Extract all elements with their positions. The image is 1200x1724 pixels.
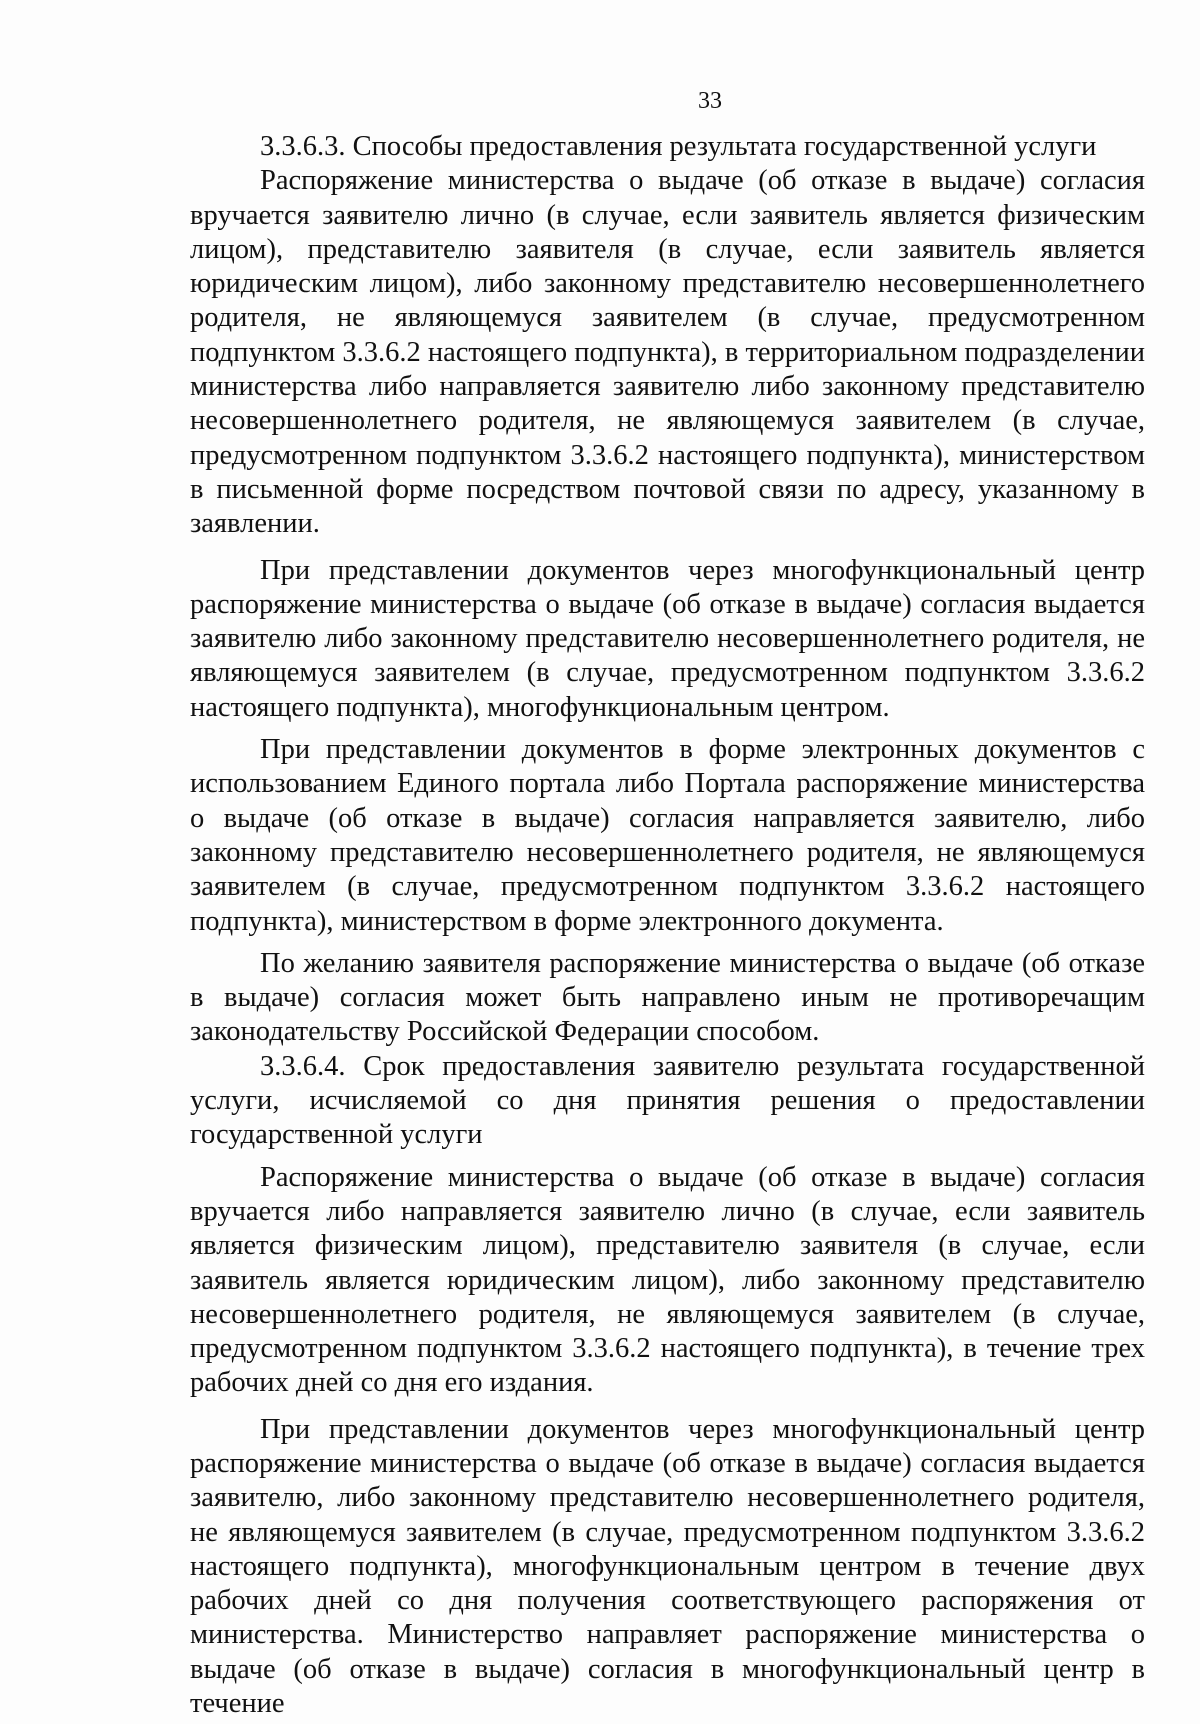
paragraph-mfc-term: При представлении документов через многофункциональный центр распоряжение министерства о выдаче (об отказе в выдаче) согласия выдается заявителю, либо законному представителю несовершеннолетнего родителя, не являющемуся заявителем (в случае, предусмотренном подпунктом 3.3.6.2 настоящего подпункта), многофункциональным центром в течение двух рабочих дней со дня получения соответствующего распоряжения от министерства. Министерство направляет распоряжение министерства о выдаче (об отказе в выдаче) согласия в многофункциональный центр в течение	[190, 1413, 1145, 1720]
paragraph-other-method: По желанию заявителя распоряжение министерства о выдаче (об отказе в выдаче) согласия может быть направлено иным не противоречащим законодательству Российской Федерации способом.	[190, 947, 1145, 1048]
page-number: 33	[698, 88, 722, 114]
paragraph-mfc-delivery: При представлении документов через многофункциональный центр распоряжение министерства о выдаче (об отказе в выдаче) согласия выдается заявителю либо законному представителю несовершеннолетнего родителя, не являющемуся заявителем (в случае, предусмотренном подпунктом 3.3.6.2 настоящего подпункта), многофункциональным центром.	[190, 554, 1145, 723]
paragraph-delivery-term: Распоряжение министерства о выдаче (об отказе в выдаче) согласия вручается либо направляется заявителю лично (в случае, если заявитель является физическим лицом), представителю заявителя (в случае, если заявитель является юридическим лицом), либо законному представителю несовершеннолетнего родителя, не являющемуся заявителем (в случае, предусмотренном подпунктом 3.3.6.2 настоящего подпункта), в течение трех рабочих дней со дня его издания.	[190, 1161, 1145, 1399]
section-heading-3-3-6-4: 3.3.6.4. Срок предоставления заявителю результата государственной услуги, исчисляемой со дня принятия решения о предоставлении государственной услуги	[190, 1050, 1145, 1151]
paragraph-electronic-delivery: При представлении документов в форме электронных документов с использованием Единого портала либо Портала распоряжение министерства о выдаче (об отказе в выдаче) согласия направляется заявителю, либо законному представителю несовершеннолетнего родителя, не являющемуся заявителем (в случае, предусмотренном подпунктом 3.3.6.2 настоящего подпункта), министерством в форме электронного документа.	[190, 734, 1145, 937]
document-body	[190, 130, 1145, 1721]
paragraph-delivery-methods: Распоряжение министерства о выдаче (об отказе в выдаче) согласия вручается заявителю лично (в случае, если заявитель является физическим лицом), представителю заявителя (в случае, если заявитель является юридическим лицом), либо законному представителю несовершеннолетнего родителя, не являющемуся заявителем (в случае, предусмотренном подпунктом 3.3.6.2 настоящего подпункта), в территориальном подразделении министерства либо направляется заявителю либо законному представителю несовершеннолетнего родителя, не являющемуся заявителем (в случае, предусмотренном подпунктом 3.3.6.2 настоящего подпункта), министерством в письменной форме посредством почтовой связи по адресу, указанному в заявлении.	[190, 165, 1145, 540]
section-heading-3-3-6-3: 3.3.6.3. Способы предоставления результата государственной услуги	[260, 131, 1097, 162]
